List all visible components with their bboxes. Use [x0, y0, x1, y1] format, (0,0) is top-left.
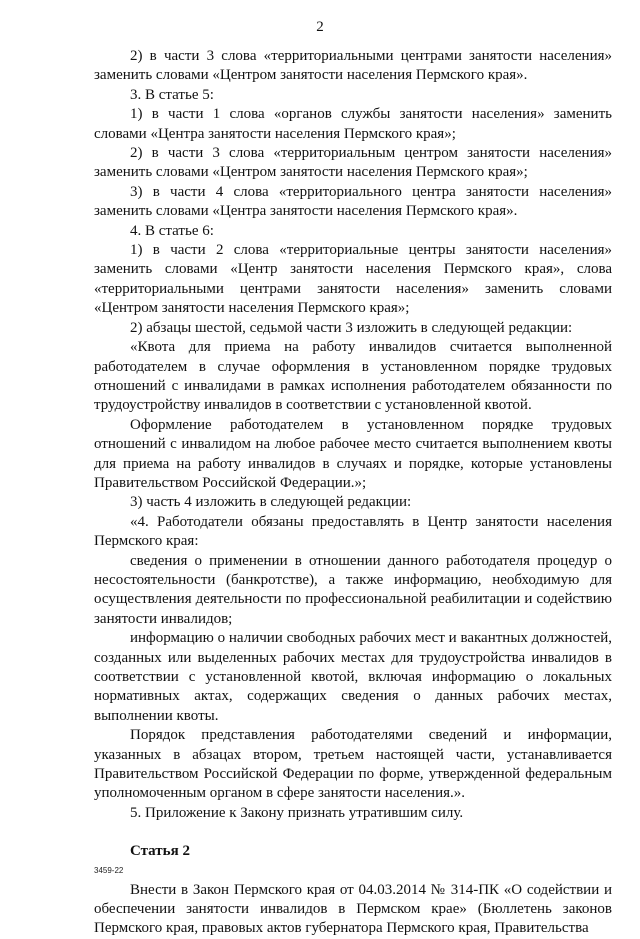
document-code: 3459-22	[94, 866, 124, 875]
article-heading: Статья 2	[130, 843, 190, 860]
paragraph-13: сведения о применении в отношении данного работодателя процедур о несостоятельности (банкротстве), а также информацию, необходимую для осуществления деятельности по профессиональной реабилитации и содействию занятости инвалидов;	[94, 552, 612, 627]
paragraph-4: 2) в части 3 слова «территориальным центром занятости населения» заменить словами «Центром занятости населения Пермского края»;	[94, 145, 612, 181]
paragraph-6: 4. В статье 6:	[130, 222, 214, 239]
page-number: 2	[316, 19, 324, 35]
paragraph-1: 2) в части 3 слова «территориальными центрами занятости населения» заменить словами «Центром занятости населения Пермского края».	[94, 48, 612, 84]
paragraph-10: Оформление работодателем в установленном порядке трудовых отношений с инвалидом на любое рабочее место считается выполнением квоты для приема на работу инвалидов в случаях и порядке, которые установлены Правительством Российской Федерации.»;	[94, 416, 612, 491]
paragraph-9: «Квота для приема на работу инвалидов считается выполненной работодателем в случае оформления в установленном порядке трудовых отношений с инвалидами в рамках исполнения работодателем обязанности по трудоустройству инвалидов в соответствии с установленной квотой.	[94, 339, 612, 414]
paragraph-15: Порядок представления работодателями сведений и информации, указанных в абзацах втором, третьем настоящей части, устанавливается Правительством Российской Федерации по форме, утвержденной федеральным уполномоченным органом в сфере занятости населения.».	[94, 727, 612, 802]
paragraph-8: 2) абзацы шестой, седьмой части 3 изложить в следующей редакции:	[130, 319, 573, 336]
article-paragraph: Внести в Закон Пермского края от 04.03.2014 № 314-ПК «О содействии и обеспечении занятости инвалидов в Пермском крае» (Бюллетень законов Пермского края, правовых актов губернатора Пермского края, Правительства	[94, 881, 612, 937]
document-body	[94, 47, 612, 939]
paragraph-11: 3) часть 4 изложить в следующей редакции:	[130, 494, 412, 511]
paragraph-7: 1) в части 2 слова «территориальные центры занятости населения» заменить словами «Центр занятости населения Пермского края», слова «территориальными центрами занятости населения» заменить словами «Центром занятости населения Пермского края»;	[94, 242, 612, 317]
paragraph-2: 3. В статье 5:	[130, 86, 214, 103]
paragraph-14: информацию о наличии свободных рабочих мест и вакантных должностей, созданных или выделенных рабочих местах для трудоустройства инвалидов в соответствии с установленной квотой, включая информацию о локальных нормативных актах, содержащих сведения о данных рабочих местах, выполнении квоты.	[94, 630, 612, 724]
paragraph-5: 3) в части 4 слова «территориального центра занятости населения» заменить словами «Центра занятости населения Пермского края».	[94, 183, 612, 220]
paragraph-12: «4. Работодатели обязаны предоставлять в Центр занятости населения Пермского края:	[94, 513, 612, 550]
paragraph-16: 5. Приложение к Закону признать утратившим силу.	[130, 804, 464, 821]
paragraph-3: 1) в части 1 слова «органов службы занятости населения» заменить словами «Центра занятости населения Пермского края»;	[94, 106, 612, 142]
